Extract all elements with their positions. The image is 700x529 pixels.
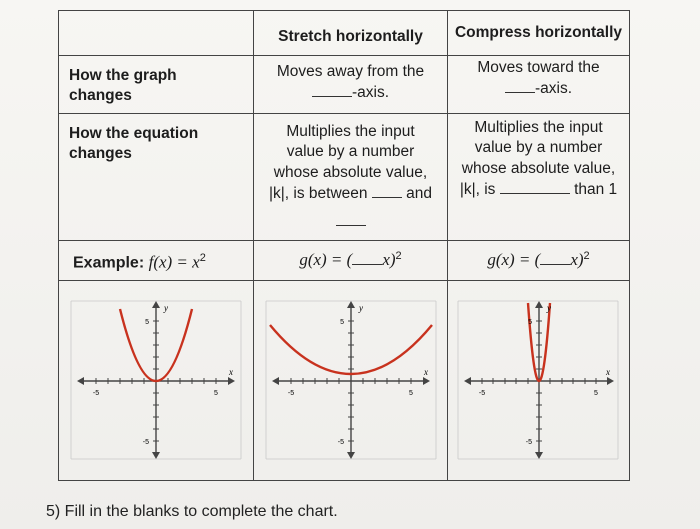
cell-blank-line [254,211,447,232]
stretch-equation-cell [254,241,448,281]
cell-text: Multiplies the input [286,123,415,140]
y-tick-label: 5 [340,319,344,326]
x-arrow-right-icon [423,377,430,385]
x-arrow-left-icon [464,377,471,385]
cell-text: |k|, is [459,181,496,199]
parent-graph [65,289,247,474]
cell-text: -axis. [351,84,390,102]
cell-text-with-blank [448,179,629,200]
compress-equation-cell [448,241,630,281]
empty-corner-cell [59,11,254,56]
compress-graph [454,289,624,474]
answer-blank[interactable] [352,250,382,265]
graph-cell-stretch [254,281,448,481]
exponent: 2 [199,252,206,264]
example-equation: f(x) = x [148,252,200,272]
graph-cell-compress [448,281,630,481]
answer-blank[interactable] [540,250,570,265]
y-axis-label: y [164,303,168,313]
cell-text: whose absolute value, [273,163,428,181]
cell-stretch-graph [254,56,448,114]
x-arrow-left-icon [272,377,279,385]
y-tick-label: 5 [145,319,149,326]
x-arrow-left-icon [77,377,84,385]
cell-text-with-blank [254,82,447,103]
cell-text: than 1 [574,181,618,199]
y-tick-label: -5 [525,439,532,446]
cell-compress-equation [448,114,630,241]
cell-text: whose absolute value, [461,159,616,177]
answer-blank[interactable] [336,211,366,226]
x-tick-label: 5 [409,390,413,397]
y-tick-label: -5 [142,439,149,446]
y-arrow-up-icon [347,301,355,308]
row-label-line: How the equation [69,125,199,142]
x-axis-label: x [606,367,610,377]
equation-part: g(x) = ( [487,250,541,270]
cell-stretch-equation [254,114,448,241]
x-tick-label: 5 [594,390,598,397]
header-compress: Compress horizontally [448,11,630,56]
cell-compress-graph [448,56,630,114]
transformation-chart [58,10,630,481]
exponent: 2 [583,250,590,262]
row-label-line: changes [69,87,132,105]
equation-part: x) [570,250,584,270]
cell-text-with-blank [254,183,447,204]
x-tick-label: -5 [92,390,100,397]
cell-text: |k|, is between [268,185,368,203]
cell-text: Moves away from the [276,63,425,80]
cell-text: value by a number [286,143,415,161]
cell-text: Moves toward the [477,59,600,76]
y-arrow-down-icon [347,452,355,459]
answer-blank[interactable] [500,179,570,194]
y-arrow-down-icon [535,452,543,459]
y-arrow-up-icon [535,301,543,308]
y-arrow-up-icon [152,301,160,308]
y-axis-label: y [359,303,363,313]
header-stretch: Stretch horizontally [254,11,448,56]
x-axis-label: x [229,367,233,377]
y-arrow-down-icon [152,452,160,459]
cell-text: Multiplies the input [474,119,603,136]
equation-part: x) [382,250,396,270]
y-axis-label: y [547,303,551,313]
cell-text: -axis. [534,80,573,98]
x-tick-label: 5 [214,390,218,397]
exponent: 2 [395,250,402,262]
row-label-equation-changes [59,114,254,241]
cell-text: and [406,185,433,203]
instruction-text: 5) Fill in the blanks to complete the chart. [46,503,338,520]
graph-cell-parent [59,281,254,481]
cell-text: value by a number [474,139,603,157]
answer-blank[interactable] [312,82,352,97]
x-axis-label: x [424,367,428,377]
x-arrow-right-icon [607,377,614,385]
x-arrow-right-icon [228,377,235,385]
example-label: Example: [73,254,145,272]
cell-text-with-blank [448,78,629,99]
equation-part: g(x) = ( [299,250,353,270]
x-tick-label: -5 [478,390,486,397]
row-label-line: changes [69,145,132,163]
x-tick-label: -5 [287,390,295,397]
answer-blank[interactable] [372,183,402,198]
stretch-graph [260,289,442,474]
example-cell [59,241,254,281]
y-tick-label: -5 [337,439,344,446]
row-label-line: How the graph [69,67,177,84]
answer-blank[interactable] [505,78,535,93]
y-tick-label: 5 [528,319,532,326]
row-label-graph-changes [59,56,254,114]
